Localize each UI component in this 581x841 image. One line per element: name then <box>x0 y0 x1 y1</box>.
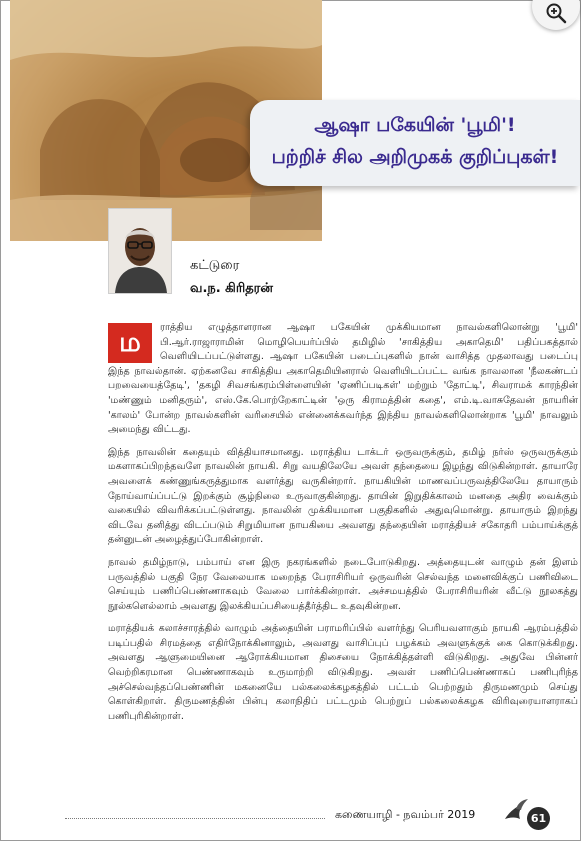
paragraph-1 <box>108 321 578 438</box>
paragraph-2: இந்த நாவலின் கதையும் வித்தியாசமானது. மராத்திய டாக்டர் ஒருவருக்கும், தமிழ் நர்ஸ் ஒருவருக்கும் மகளாகப்பிறந்தவளே நாவலின் நாயகி. சிறு வயதிலேயே அவள் தந்தையை இழந்து விடுகின்றாள். தாயாரே அவளைக் கண்ணுங்கருத்துமாக வளர்த்து வருகின்றார். நாயகியின் மாணவப்பருவத்திலேயே தாயாரும் நோய்வாய்ப்பட்டு இறக்கும் சூழ்நிலை உருவாகுகின்றது. தாயின் இறுதிக்காலம் மனதை அதிர வைக்கும் வகையில் விவரிக்கப்பட்டுள்ளது. நாவலின் முக்கியமான பகுதிகளில் அதுவுமொன்று. தாயாரும் இறந்து விடவே தனித்து விடப்படும் சிறுமியான நாயகியை அவளது தந்தையின் மராத்தியச் சகோதரி பம்பாய்க்குத் தன்னுடன் அழைத்துப்போகின்றாள். <box>108 446 578 546</box>
footer-divider <box>65 818 325 819</box>
article-title-line-2: பற்றிச் சில அறிமுகக் குறிப்புகள்! <box>271 146 559 168</box>
page-number-badge: 61 <box>527 807 550 830</box>
paragraph-3: நாவல் தமிழ்நாடு, பம்பாய் என இரு நகரங்களில் நடைபோடுகிறது. அத்தையுடன் வாழும் தன் இளம் பருவத்தில் பகுதி நேர வேலையாக மறைந்த பேராசிரியர் ஒருவரின் செல்வந்த மனைவிக்குப் பணிவிடை செய்யும் பணிப்பெண்ணாகவும் வேலை பார்க்கின்றாள். அச்சமயத்தில் பேராசிரியரின் வீட்டு நூலகத்து நூல்களெல்லாம் அவளது இலக்கியப்பசியைத்தீர்த்திட உதவுகின்றன. <box>108 556 578 612</box>
article-title-line-1: ஆஷா பகேயின் 'பூமி'! <box>314 114 516 136</box>
footer-magazine-title: கணையாழி - நவம்பர் 2019 <box>335 808 476 821</box>
paragraph-1-text: ராத்திய எழுத்தாளரான ஆஷா பகேயின் முக்கியமான நாவல்களிலொன்று 'பூமி' பி.ஆர்.ராஜாராமின் மொழிபெயர்ப்பில் தமிழில் 'சாகித்திய அகாதெமி' பதிப்பகத்தால் வெளியிடப்பட்டுள்ளது. ஆஷா பகேயின் படைப்புகளில் நான் வாசித்த முதலாவது படைப்பு இந்த நாவல்தான். ஏற்கனவே சாகித்திய அகாதெமியினரால் வெளியிடப்பட்ட வங்க நாவலான 'நீலகண்டப் பறவையைத்தேடி', 'தகழி சிவசங்கரம்பிள்ளையின் 'ஏணிப்படிகள்' மற்றும் 'தோட்டி', சிவராமக் காரந்தின் 'மண்ணும் மனிதரும்', எஸ்.கே.பொற்றேகாட்டின் 'ஒரு கிராமத்தின் கதை', எம்.டி.வாசுதேவன் நாயரின் 'காலம்' போன்ற நாவல்களின் வரிசையில் என்னைக்கவர்ந்த இந்திய நாவல்களிலொன்றாக 'பூமி' நாவலும் அமைந்து விட்டது. <box>108 322 578 436</box>
article-body <box>108 321 578 732</box>
author-portrait <box>109 209 171 293</box>
author-name: வ.ந. கிரிதரன் <box>190 281 273 296</box>
paragraph-4: மராத்தியக் கலாச்சாரத்தில் வாழும் அத்தையின் பராமரிப்பில் வளர்ந்து பெரியவளாகும் நாயகி ஆரம்பத்தில் படிப்பதில் சிரமத்தை எதிர்நோக்கினாலும், அவளது வாசிப்புப் பழக்கம் அவளுக்குக் கை கொடுக்கிறது. அவளது ஆளுமையினை ஆரோக்கியமான திசையை நோக்கித்தள்ளி விடுகிறது. அதுவே பின்னர் வெற்றிகரமான பெண்ணாகவும் உருமாற்றி விடுகிறது. அவள் பணிப்பெண்ணாகப் பணிபுரிந்த அச்செல்வந்தப்பெண்ணின் மகனையே பல்கலைக்கழகத்தில் பட்டம் பெற்றதும் திருமணமும் செய்து கொள்கிறாள். திருமணத்தின் பின்பு கலாநிதிப் பட்டமும் பெற்றுப் பல்கலைக்கழக விரிவுரையாளராகப் பணிபுரிகின்றாள். <box>108 623 578 722</box>
author-photo <box>108 208 172 294</box>
title-banner <box>250 100 580 186</box>
zoom-in-icon <box>545 2 567 24</box>
article-category: கட்டுரை <box>190 258 240 273</box>
drop-cap: ம <box>108 323 152 363</box>
